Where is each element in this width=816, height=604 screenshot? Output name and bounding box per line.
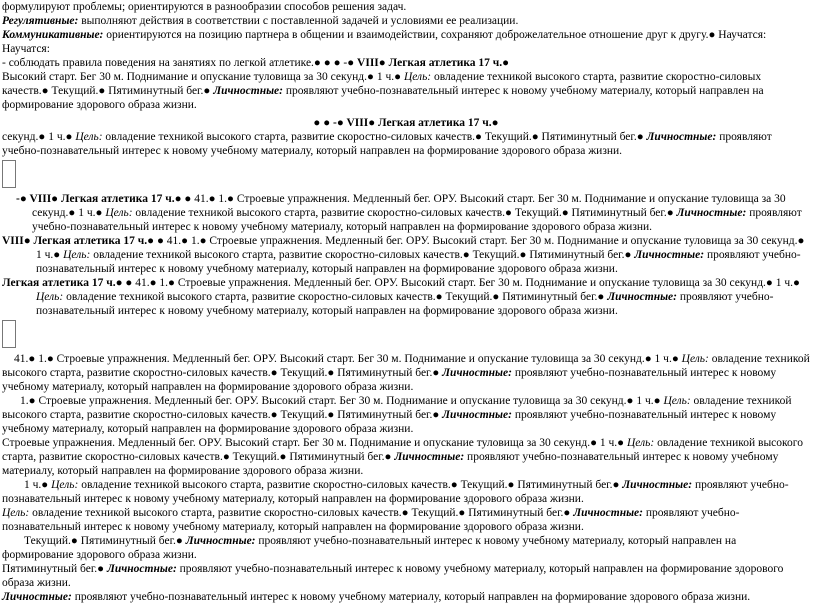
personal-label: Личностные: — [2, 591, 72, 603]
lesson-text: Высокий старт. Бег 30 м. Поднимание и опускание туловища за 30 секунд.● 1 ч.● — [2, 71, 404, 83]
empty-table-cell — [2, 320, 16, 348]
personal-text: проявляют учебно-познавательный интерес к новому учебному материалу, который направлен на формирование здорового образа жизни. — [2, 507, 740, 533]
lesson-line — [2, 70, 810, 84]
goal-text: овладение техникой высокого старта, развитие скоростно-силовых — [431, 71, 762, 83]
personal-label: Личностные: — [676, 207, 747, 219]
paragraph — [2, 436, 810, 478]
section-heading-centered — [2, 116, 810, 130]
personal-text: проявляют учебно-познавательный интерес к новому учебному материалу, который направлен на формирование здорового образа жизни. — [2, 479, 789, 505]
paragraph-text: Текущий.● Пятиминутный бег.● — [24, 535, 186, 547]
paragraph — [2, 130, 810, 158]
section-heading: VIII● Легкая атлетика 17 ч.● — [29, 193, 182, 205]
paragraph-text: 1 ч.● — [24, 479, 52, 491]
personal-label: Личностные: — [646, 131, 717, 143]
qualities-text: качеств.● Текущий.● Пятиминутный бег.● — [2, 85, 214, 97]
personal-label: Личностные: — [185, 535, 256, 547]
communicative-line — [2, 28, 810, 42]
heading-bullets: ● ● -● — [313, 117, 347, 129]
paragraph — [2, 234, 810, 276]
paragraph-text: 41.● 1.● Строевые упражнения. Медленный бег. ОРУ. Высокий старт. Бег 30 м. Поднимание и опускание туловища за 30 секунд.● 1 ч.● — [14, 353, 682, 365]
goal-label: Цель: — [663, 395, 691, 407]
section-heading: VIII● Легкая атлетика 17 ч.● — [346, 117, 499, 129]
goal-label: Цель: — [681, 353, 709, 365]
text-line: формирование здорового образа жизни. — [2, 99, 197, 111]
goal-label: Цель: — [51, 479, 79, 491]
paragraph — [2, 562, 810, 590]
communicative-text: ориентируются на позицию партнера в общении и взаимодействии, сохраняют доброжелательное отношение друг к другу.● Научатся: — [103, 29, 767, 41]
personal-label: Личностные: — [442, 367, 512, 379]
personal-text: проявляют учебно-познавательный интерес к новому учебному материалу, который направлен на формирование здорового образа жизни. — [2, 563, 784, 589]
text-line: формулируют проблемы; ориентируются в разнообразии способов решения задач. — [2, 1, 407, 13]
personal-line — [2, 84, 810, 98]
personal-text: проявляют учебно-познавательный интерес к новому учебному материалу, который направлен на формирование здорового образа жизни. — [36, 291, 774, 317]
personal-text: проявляют учебно-познавательный интерес к новому учебному материалу, который направлен на формирование здорового образа жизни. — [2, 131, 772, 157]
empty-table-cell — [2, 160, 16, 188]
paragraph-text: ● 41.● 1.● Строевые упражнения. Медленный бег. ОРУ. Высокий старт. Бег 30 м. Поднимание и опускание туловища за 30 секунд.● 1 ч.● — [32, 193, 786, 219]
personal-label: Личностные: — [634, 249, 705, 261]
personal-label: Личностные: — [622, 479, 693, 491]
section-heading: VIII● Легкая атлетика 17 ч.● — [357, 57, 510, 69]
goal-label: Цель: — [63, 249, 91, 261]
personal-text: проявляют учебно-познавательный интерес к новому учебному материалу, который направлен на формирование здорового образа жизни. — [2, 535, 737, 561]
personal-label: Личностные: — [213, 85, 283, 97]
paragraph — [2, 192, 810, 234]
personal-label: Личностные: — [442, 409, 512, 421]
goal-text: овладение техникой высокого старта, развитие скоростно-силовых качеств.● Текущий.● Пятиминутный бег.● — [63, 291, 608, 303]
text-line: Научатся: — [2, 43, 50, 55]
personal-text: проявляют учебно-познавательный интерес к новому учебному материалу, который направлен на формирование здорового образа жизни. — [71, 591, 751, 603]
regulatory-label: Регулятивные: — [2, 15, 79, 27]
communicative-label: Коммуникативные: — [2, 29, 104, 41]
goal-text: овладение техникой высокого старта, развитие скоростно-силовых качеств.● Текущий.● Пятиминутный бег.● — [132, 207, 677, 219]
paragraph-text: секунд.● 1 ч.● — [2, 131, 76, 143]
personal-label: Личностные: — [394, 451, 465, 463]
rules-line — [2, 56, 810, 70]
goal-label: Цель: — [36, 291, 64, 303]
paragraph-text: Пятиминутный бег.● — [2, 563, 107, 575]
regulatory-line — [2, 14, 810, 28]
paragraph-text: 1.● Строевые упражнения. Медленный бег. ОРУ. Высокий старт. Бег 30 м. Поднимание и опускание туловища за 30 секунд.● 1 ч.● — [20, 395, 664, 407]
personal-label: Личностные: — [106, 563, 177, 575]
personal-label: Личностные: — [607, 291, 677, 303]
goal-text: овладение техникой высокого старта, развитие скоростно-силовых качеств.● Текущий.● Пятиминутный бег.● — [2, 353, 810, 379]
paragraph — [2, 534, 810, 562]
goal-label: Цель: — [105, 207, 133, 219]
paragraph — [2, 506, 810, 534]
paragraph-text: ● 41.● 1.● Строевые упражнения. Медленный бег. ОРУ. Высокий старт. Бег 30 м. Поднимание и опускание туловища за 30 секунд.● 1 ч.● — [122, 277, 800, 289]
personal-text: проявляют учебно-познавательный интерес к новому учебному материалу, который направлен на формирование здорового образа жизни. — [2, 367, 777, 393]
goal-label: Цель: — [75, 131, 103, 143]
goal-label: Цель: — [627, 437, 655, 449]
paragraph — [2, 276, 810, 318]
personal-text: проявляют учебно-познавательный интерес к новому учебному материалу, который направлен на формирование здорового образа жизни. — [2, 451, 779, 477]
personal-text: проявляют учебно-познавательный интерес к новому учебному материалу, который направлен на формирование здорового образа жизни. — [2, 409, 777, 435]
paragraph — [2, 590, 810, 604]
paragraph — [2, 352, 810, 394]
personal-label: Личностные: — [573, 507, 643, 519]
goal-text: овладение техникой высокого старта, развитие скоростно-силовых качеств.● Текущий.● Пятиминутный бег.● — [29, 507, 574, 519]
goal-text: овладение техникой высокого старта, развитие скоростно-силовых качеств.● Текущий.● Пятиминутный бег.● — [2, 395, 792, 421]
goal-text: овладение техникой высокого старта, развитие скоростно-силовых качеств.● Текущий.● Пятиминутный бег.● — [78, 479, 623, 491]
paragraph — [2, 394, 810, 436]
goal-text: овладение техникой высокого старта, развитие скоростно-силовых качеств.● Текущий.● Пятиминутный бег.● — [90, 249, 635, 261]
heading-dash: -● — [16, 193, 30, 205]
rules-text: - соблюдать правила поведения на занятиях по легкой атлетике.● ● ● -● — [2, 57, 358, 69]
paragraph-text: Строевые упражнения. Медленный бег. ОРУ. Высокий старт. Бег 30 м. Поднимание и опускание туловища за 30 секунд.● 1 ч.● — [2, 437, 627, 449]
section-heading: Легкая атлетика 17 ч.● — [2, 277, 123, 289]
paragraph-text: ● 41.● 1.● Строевые упражнения. Медленный бег. ОРУ. Высокий старт. Бег 30 м. Поднимание и опускание туловища за 30 секунд.● 1 ч.● — [36, 235, 805, 261]
personal-text: проявляют учебно-познавательный интерес к новому учебному материалу, который направлен на формирование здорового образа жизни. — [32, 207, 802, 233]
section-heading: VIII● Легкая атлетика 17 ч.● — [2, 235, 155, 247]
goal-text: овладение техникой высокого старта, развитие скоростно-силовых качеств.● Текущий.● Пятиминутный бег.● — [2, 437, 803, 463]
goal-label: Цель: — [403, 71, 432, 83]
personal-text: проявляют учебно-познавательный интерес к новому учебному материалу, который направлен на — [283, 85, 764, 97]
goal-text: овладение техникой высокого старта, развитие скоростно-силовых качеств.● Текущий.● Пятиминутный бег.● — [102, 131, 647, 143]
goal-label: Цель: — [2, 507, 30, 519]
regulatory-text: выполняют действия в соответствии с поставленной задачей и условиями ее реализации. — [78, 15, 519, 27]
paragraph — [2, 478, 810, 506]
personal-text: проявляют учебно-познавательный интерес к новому учебному материалу, который направлен на формирование здорового образа жизни. — [36, 249, 801, 275]
